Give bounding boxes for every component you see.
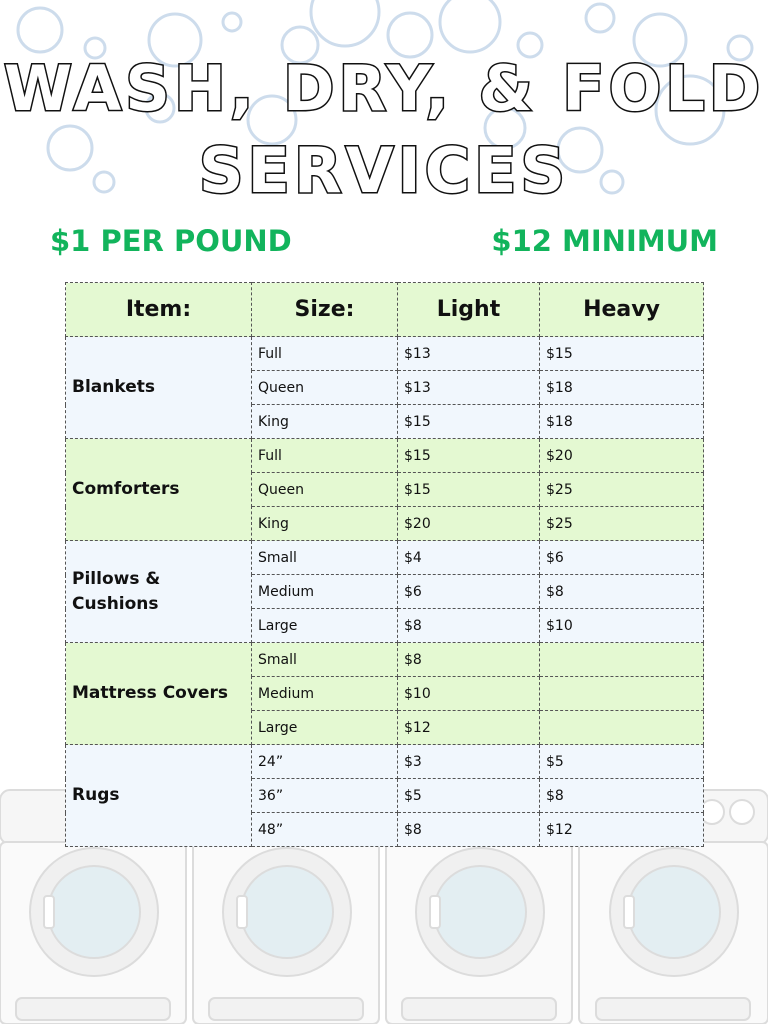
- washer-base: [209, 998, 363, 1020]
- heavy-price-cell: $6: [540, 541, 704, 575]
- washer-base: [16, 998, 170, 1020]
- size-cell: Small: [252, 541, 398, 575]
- heavy-price-cell: $8: [540, 779, 704, 813]
- bubble: [223, 13, 241, 31]
- item-name: Mattress Covers: [66, 643, 252, 745]
- table-row: [66, 745, 704, 779]
- washer-door-glass: [628, 866, 720, 958]
- washer-knob: [730, 800, 754, 824]
- heavy-price-cell: $20: [540, 439, 704, 473]
- size-cell: King: [252, 507, 398, 541]
- size-cell: 24”: [252, 745, 398, 779]
- light-price-cell: $5: [398, 779, 540, 813]
- size-cell: 36”: [252, 779, 398, 813]
- light-price-cell: $8: [398, 813, 540, 847]
- size-cell: Queen: [252, 473, 398, 507]
- heavy-price-cell: [540, 643, 704, 677]
- light-price-cell: $20: [398, 507, 540, 541]
- light-price-cell: $8: [398, 643, 540, 677]
- table-row: [66, 337, 704, 371]
- price-per-pound: $1 PER POUND: [50, 224, 292, 258]
- item-name: Comforters: [66, 439, 252, 541]
- title-line-2: SERVICES: [198, 134, 570, 207]
- washer-door-glass: [434, 866, 526, 958]
- heavy-price-cell: $25: [540, 473, 704, 507]
- washer-door-handle: [44, 896, 54, 928]
- size-cell: King: [252, 405, 398, 439]
- column-header-size: Size:: [252, 283, 398, 337]
- table-row: [66, 541, 704, 575]
- size-cell: Full: [252, 337, 398, 371]
- heavy-price-cell: $18: [540, 405, 704, 439]
- size-cell: Full: [252, 439, 398, 473]
- washer-door-glass: [241, 866, 333, 958]
- light-price-cell: $15: [398, 405, 540, 439]
- washer-door-handle: [237, 896, 247, 928]
- heavy-price-cell: $15: [540, 337, 704, 371]
- table-row: [66, 643, 704, 677]
- price-table: [65, 282, 704, 847]
- heavy-price-cell: $18: [540, 371, 704, 405]
- light-price-cell: $6: [398, 575, 540, 609]
- washer-door-handle: [624, 896, 634, 928]
- washer-door-glass: [48, 866, 140, 958]
- heavy-price-cell: $25: [540, 507, 704, 541]
- light-price-cell: $3: [398, 745, 540, 779]
- heavy-price-cell: $8: [540, 575, 704, 609]
- heavy-price-cell: $10: [540, 609, 704, 643]
- size-cell: Medium: [252, 677, 398, 711]
- size-cell: Small: [252, 643, 398, 677]
- size-cell: Large: [252, 609, 398, 643]
- column-header-heavy: Heavy: [540, 283, 704, 337]
- light-price-cell: $12: [398, 711, 540, 745]
- light-price-cell: $15: [398, 439, 540, 473]
- bubble: [586, 4, 614, 32]
- light-price-cell: $10: [398, 677, 540, 711]
- heavy-price-cell: [540, 677, 704, 711]
- heavy-price-cell: $12: [540, 813, 704, 847]
- size-cell: Large: [252, 711, 398, 745]
- column-header-light: Light: [398, 283, 540, 337]
- washer-door-handle: [430, 896, 440, 928]
- minimum-charge: $12 MINIMUM: [491, 224, 718, 258]
- light-price-cell: $13: [398, 371, 540, 405]
- item-name: Blankets: [66, 337, 252, 439]
- size-cell: Queen: [252, 371, 398, 405]
- light-price-cell: $4: [398, 541, 540, 575]
- item-name: Pillows & Cushions: [66, 541, 252, 643]
- size-cell: Medium: [252, 575, 398, 609]
- washer-base: [402, 998, 556, 1020]
- light-price-cell: $8: [398, 609, 540, 643]
- size-cell: 48”: [252, 813, 398, 847]
- light-price-cell: $15: [398, 473, 540, 507]
- bubble: [440, 0, 500, 52]
- light-price-cell: $13: [398, 337, 540, 371]
- heavy-price-cell: $5: [540, 745, 704, 779]
- title-line-1: WASH, DRY, & FOLD: [3, 52, 765, 125]
- table-header-row: [66, 283, 704, 337]
- bubble: [311, 0, 379, 46]
- heavy-price-cell: [540, 711, 704, 745]
- column-header-item: Item:: [66, 283, 252, 337]
- washer-base: [596, 998, 750, 1020]
- table-row: [66, 439, 704, 473]
- item-name: Rugs: [66, 745, 252, 847]
- bubble: [18, 8, 62, 52]
- bubble: [388, 13, 432, 57]
